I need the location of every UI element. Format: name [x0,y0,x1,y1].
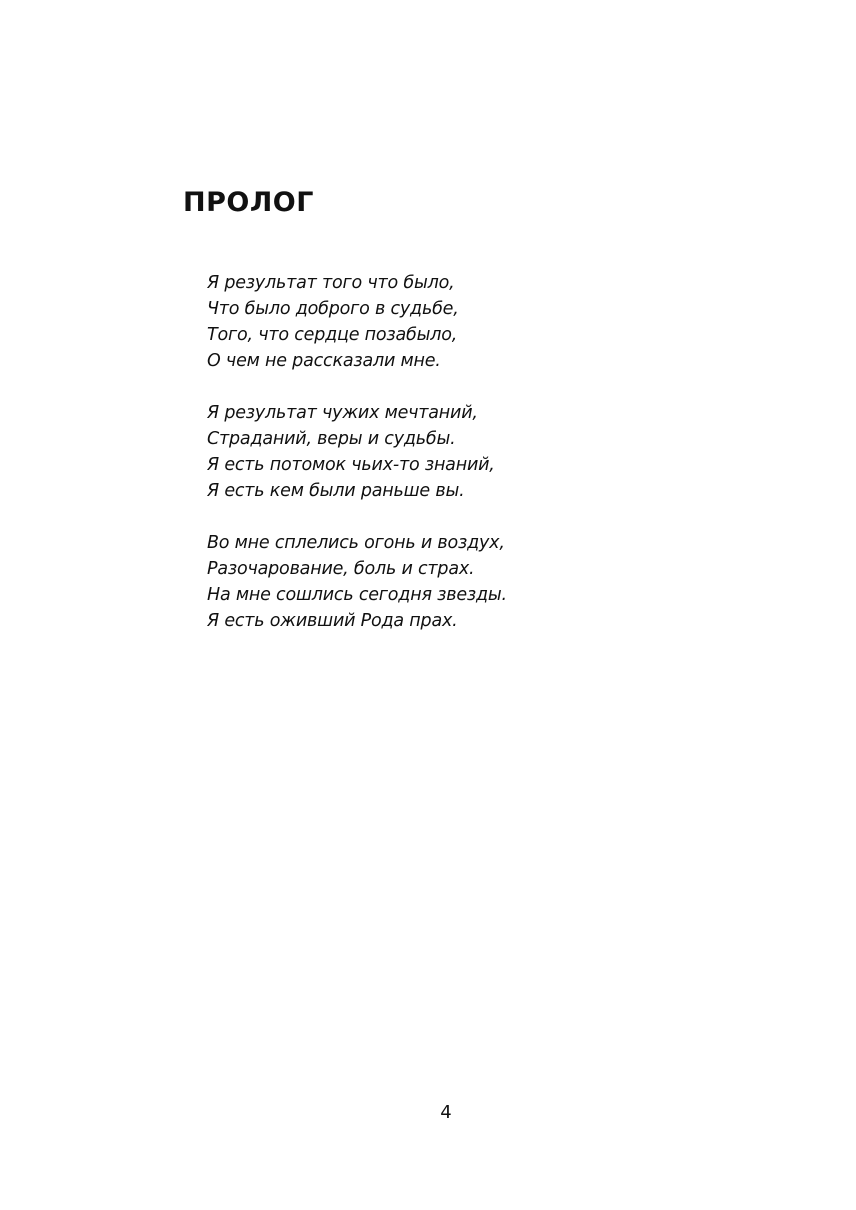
poem-line: Я есть кем были раньше вы. [207,481,465,501]
poem-line: О чем не рассказали мне. [207,351,441,371]
poem-line: Разочарование, боль и страх. [207,559,475,579]
poem-line: Страданий, веры и судьбы. [207,429,456,449]
poem-line: Что было доброго в судьбе, [207,299,459,319]
poem-line: Я результат того что было, [207,273,455,293]
poem [207,270,767,660]
stanza-1 [207,270,767,374]
poem-line: Я есть потомок чьих-то знаний, [207,455,495,475]
poem-line: На мне сошлись сегодня звезды. [207,585,507,605]
poem-line: Во мне сплелись огонь и воздух, [207,533,505,553]
poem-line: Я результат чужих мечтаний, [207,403,478,423]
stanza-2 [207,400,767,504]
poem-line: Я есть оживший Рода прах. [207,611,458,631]
poem-line: Того, что сердце позабыло, [207,325,458,345]
stanza-3 [207,530,767,634]
page-number: 4 [440,1102,452,1123]
page-title: ПРОЛОГ [183,187,314,218]
